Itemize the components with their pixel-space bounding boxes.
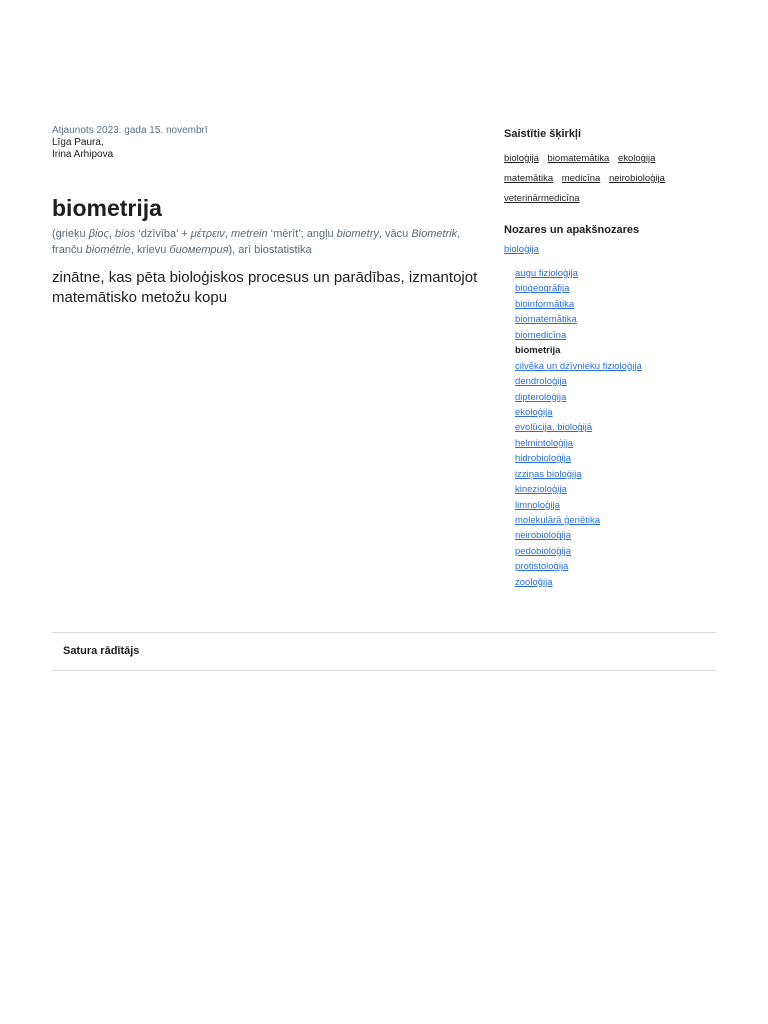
branches-title: Nozares un apakšnozares xyxy=(504,224,640,236)
branch-link[interactable]: pedobioloģija xyxy=(515,545,571,557)
related-title: Saistītie šķirkļi xyxy=(504,128,582,140)
branch-item xyxy=(515,436,642,451)
branch-link[interactable]: zooloģija xyxy=(515,576,553,588)
related-link-veterinarmedicina[interactable]: veterinārmedicīna xyxy=(504,193,580,204)
related-link-biologija[interactable]: bioloģija xyxy=(504,153,539,164)
branch-link[interactable]: bioinformātika xyxy=(515,298,575,310)
branch-item xyxy=(515,482,642,497)
branch-item xyxy=(515,266,642,281)
branch-link[interactable]: ekoloģija xyxy=(515,406,553,418)
parent-branch-link[interactable]: bioloģija xyxy=(504,244,539,255)
branch-item xyxy=(515,359,642,374)
branch-link[interactable]: molekulārā ģenētika xyxy=(515,515,601,526)
related-links xyxy=(504,149,716,209)
etymology: (grieķu βίος, bios ‘dzīvība’ + μέτρειν, metrein ‘mērīt’; angļu biometry, vācu Biometrik, franču biométrie, krievu биометрия), arī biostatistika xyxy=(52,228,461,256)
branch-link[interactable]: dendroloģija xyxy=(515,376,567,388)
related-link-ekologija[interactable]: ekoloģija xyxy=(617,153,656,164)
branch-item xyxy=(515,498,642,513)
branch-item xyxy=(515,559,642,574)
branch-item xyxy=(515,343,642,358)
branch-list xyxy=(515,266,642,590)
branch-item xyxy=(515,467,642,482)
related-link-neirobiologija[interactable]: neirobioloģija xyxy=(608,173,665,184)
definition-text: zinātne, kas pēta bioloģiskos procesus un parādības, izmantojot matemātisko metožu kopu xyxy=(52,269,478,306)
author-name: Irina Arhipova xyxy=(52,149,114,160)
article-title: biometrija xyxy=(52,195,162,221)
updated-date: Atjaunots 2023. gada 15. novembrī xyxy=(52,125,208,136)
branch-link[interactable]: biomatemātika xyxy=(515,314,577,326)
branch-link[interactable]: neirobioloģija xyxy=(515,530,571,542)
sidebar xyxy=(504,128,716,588)
branch-item xyxy=(515,420,642,435)
branch-item xyxy=(515,575,642,590)
toc-label: Satura rādītājs xyxy=(63,645,140,657)
branch-link[interactable]: bioģeogrāfija xyxy=(515,283,570,295)
branch-current: biometrija xyxy=(515,345,561,357)
branch-item xyxy=(515,513,642,528)
branch-link[interactable]: kinezioloģija xyxy=(515,484,567,496)
branch-item xyxy=(515,544,642,559)
branch-item xyxy=(515,374,642,389)
related-link-matematika[interactable]: matemātika xyxy=(504,173,554,184)
branch-item xyxy=(515,312,642,327)
branch-item xyxy=(515,528,642,543)
branch-item xyxy=(515,281,642,296)
related-link-biomatematika[interactable]: biomatemātika xyxy=(547,153,610,164)
branch-item xyxy=(515,390,642,405)
branch-item xyxy=(515,451,642,466)
branch-link[interactable]: augu fizioloģija xyxy=(515,268,578,279)
table-of-contents[interactable] xyxy=(52,632,716,671)
author-name: Līga Paura, xyxy=(52,137,104,148)
branch-link[interactable]: dipteroloģija xyxy=(515,391,567,403)
branch-link[interactable]: biomedicīna xyxy=(515,329,567,341)
branch-link[interactable]: cilvēka un dzīvnieku fizioloģija xyxy=(515,360,642,372)
branch-link[interactable]: helmintoloģija xyxy=(515,437,574,449)
branch-item xyxy=(515,297,642,312)
article-main xyxy=(52,125,488,306)
branch-link[interactable]: evolūcija, bioloģijā xyxy=(515,422,593,434)
branch-link[interactable]: izziņas bioloģija xyxy=(515,468,582,480)
branch-link[interactable]: protistoloģija xyxy=(515,561,569,573)
branch-item xyxy=(515,405,642,420)
branch-item xyxy=(515,328,642,343)
related-link-medicina[interactable]: medicīna xyxy=(561,173,601,184)
branch-link[interactable]: hidrobioloģija xyxy=(515,453,571,465)
branch-link[interactable]: limnoloģija xyxy=(515,499,560,511)
